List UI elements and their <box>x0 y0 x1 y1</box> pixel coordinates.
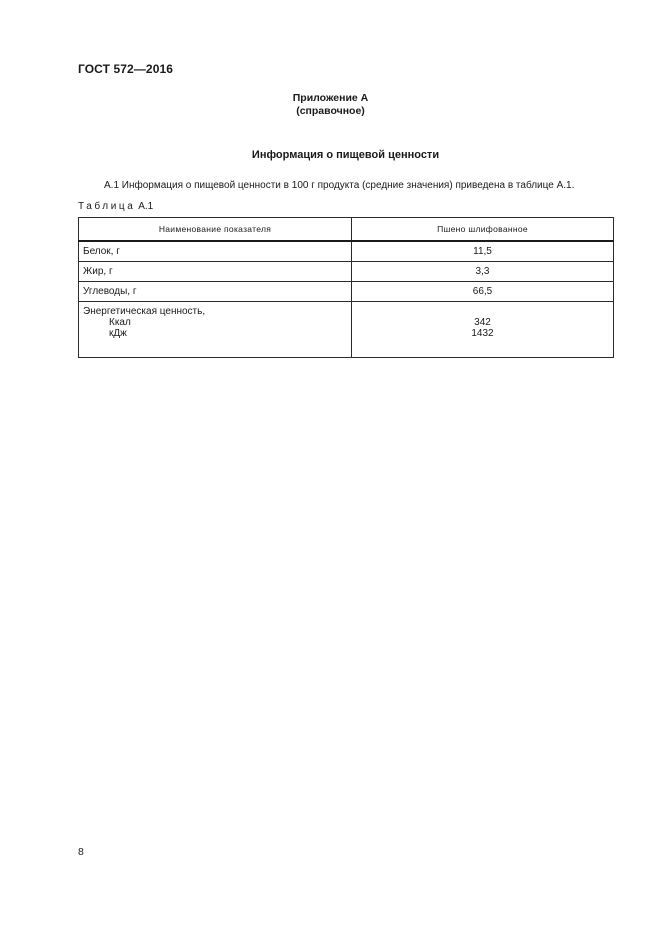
energy-kj-value: 1432 <box>471 328 494 339</box>
annex-title: Приложение А <box>292 92 369 104</box>
row-value-energy <box>352 302 614 358</box>
document-code: ГОСТ 572—2016 <box>78 62 174 76</box>
row-name-fat: Жир, г <box>79 262 352 282</box>
table-caption-number: А.1 <box>138 201 154 212</box>
row-value-fat: 3,3 <box>352 262 614 282</box>
energy-label: Энергетическая ценность, <box>83 306 206 317</box>
intro-paragraph: А.1 Информация о пищевой ценности в 100 г продукта (средние значения) приведена в таблице А.1. <box>104 180 575 191</box>
row-value-protein: 11,5 <box>352 241 614 262</box>
nutrition-table <box>78 217 614 358</box>
energy-kcal-label: Ккал <box>109 317 131 328</box>
annex-heading <box>0 92 661 118</box>
annex-type: (справочное) <box>296 105 365 117</box>
table-header-row <box>79 218 614 242</box>
row-name-protein: Белок, г <box>79 241 352 262</box>
row-value-carbohydrates: 66,5 <box>352 282 614 302</box>
row-name-carbohydrates: Углеводы, г <box>79 282 352 302</box>
section-title: Информация о пищевой ценности <box>251 149 440 161</box>
column-header-product: Пшено шлифованное <box>352 218 614 242</box>
row-name-energy <box>79 302 352 358</box>
table-row <box>79 241 614 262</box>
table-caption-word: Таблица <box>78 201 136 212</box>
table-caption <box>78 201 153 212</box>
table-row <box>79 262 614 282</box>
energy-kj-label: кДж <box>109 328 127 339</box>
table-row-energy <box>79 302 614 358</box>
column-header-indicator: Наименование показателя <box>79 218 352 242</box>
page-number: 8 <box>78 846 84 858</box>
energy-kcal-value: 342 <box>474 317 491 328</box>
table-row <box>79 282 614 302</box>
